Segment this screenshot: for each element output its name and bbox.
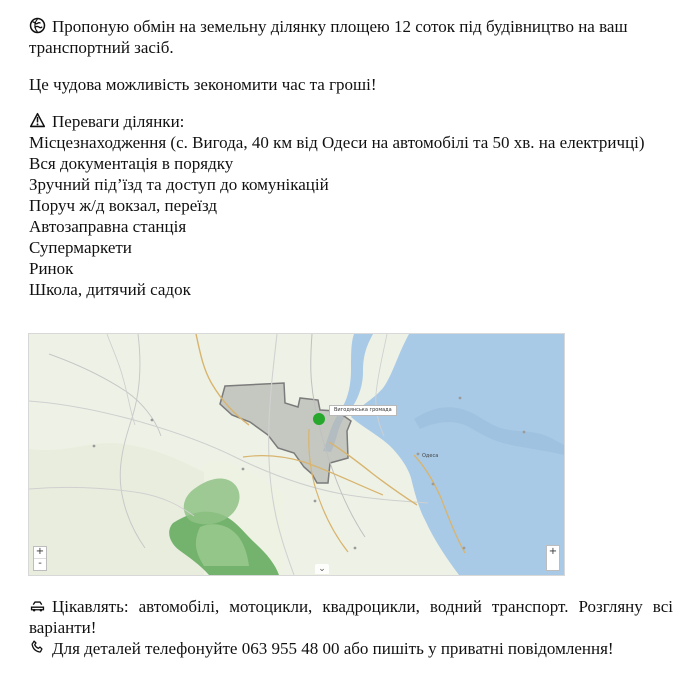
map-right-plus-label: + — [548, 546, 558, 557]
interests-line — [29, 596, 673, 638]
document-page — [29, 16, 673, 300]
globe-icon — [29, 17, 46, 34]
town-label: Одеса — [422, 453, 439, 459]
phone-icon — [29, 639, 46, 656]
offer-paragraph — [29, 16, 673, 58]
zoom-in-button[interactable]: + — [35, 546, 45, 557]
documents-line: Вся документація в порядку — [29, 154, 234, 173]
map-right-plus-button[interactable] — [546, 545, 560, 571]
map-chevron-icon[interactable]: ⌄ — [315, 564, 329, 574]
offer-text: Пропоную обмін на земельну ділянку площею 12 соток під будівництво на ваш транспортний засіб. — [29, 17, 628, 57]
advantages-title-text: Переваги ділянки: — [52, 112, 185, 131]
warning-icon — [29, 112, 46, 129]
car-icon — [29, 597, 46, 614]
market-line: Ринок — [29, 259, 74, 278]
supermarkets-line: Супермаркети — [29, 238, 132, 257]
school-line: Школа, дитячий садок — [29, 280, 191, 299]
access-line: Зручний під’їзд та доступ до комунікацій — [29, 175, 329, 194]
fuel-line: Автозаправна станція — [29, 217, 187, 236]
map-area-label: Вигодянська громада — [329, 405, 397, 416]
advantages-title — [29, 111, 673, 132]
location-line: Місцезнаходження (с. Вигода, 40 км від Одеси на автомобілі та 50 хв. на електричці) — [29, 133, 645, 152]
contact-text: Для деталей телефонуйте 063 955 48 00 або пишіть у приватні повідомлення! — [52, 639, 614, 658]
bottom-text-block — [29, 596, 673, 659]
interests-text: Цікавлять: автомобілі, мотоцикли, квадроцикли, водний транспорт. Розгляну всі варіанти! — [29, 597, 673, 637]
map-zoom-controls[interactable] — [33, 546, 47, 571]
station-line: Поруч ж/д вокзал, переїзд — [29, 196, 218, 215]
map-image[interactable] — [28, 333, 565, 576]
contact-line — [29, 638, 673, 659]
zoom-out-button[interactable]: - — [38, 558, 42, 569]
save-paragraph: Це чудова можливість зекономити час та гроші! — [29, 75, 377, 94]
